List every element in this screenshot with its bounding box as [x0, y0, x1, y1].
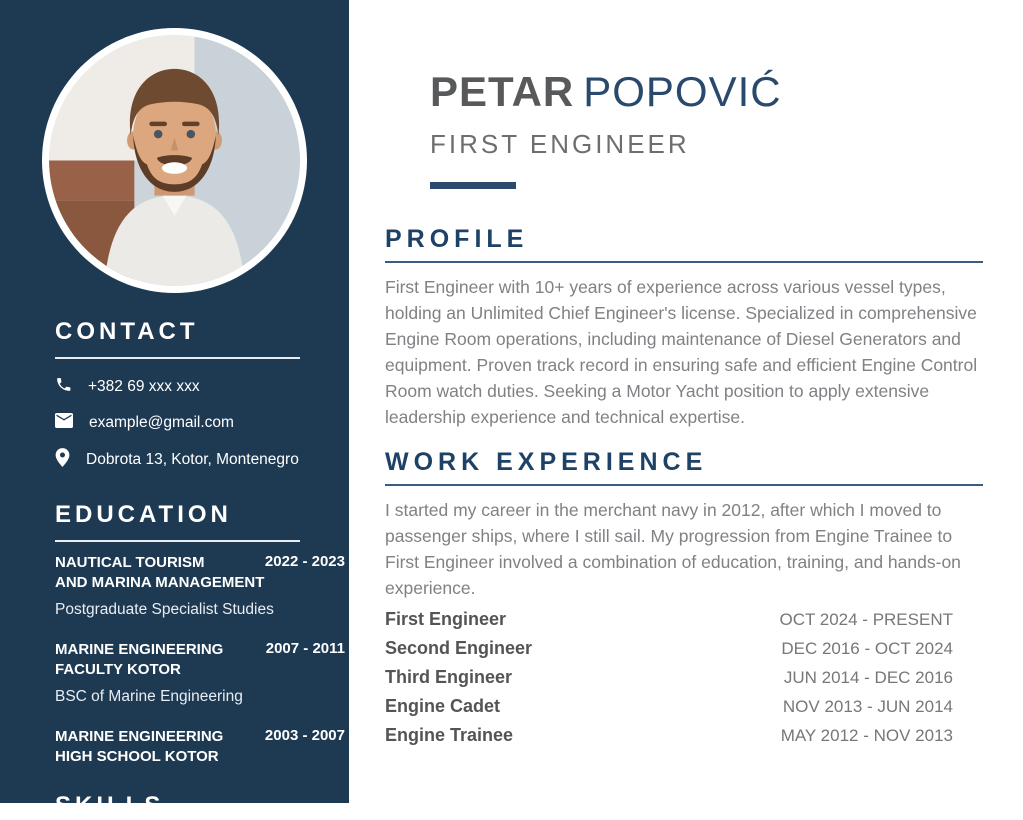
- role-dates: JUN 2014 - DEC 2016: [783, 667, 953, 687]
- role-title: Engine Trainee: [385, 725, 514, 745]
- education-item: [55, 553, 345, 619]
- education-section: [55, 501, 345, 767]
- education-item: [55, 640, 345, 706]
- skills-heading: SKILLS: [55, 792, 165, 819]
- education-title: [55, 553, 264, 593]
- education-rule: [55, 540, 300, 542]
- role-dates: DEC 2016 - OCT 2024: [781, 638, 953, 658]
- roles-list: [385, 605, 983, 750]
- education-subtitle: Postgraduate Specialist Studies: [55, 601, 274, 618]
- profile-photo: [42, 28, 307, 293]
- location-icon: [55, 448, 70, 472]
- education-years: 2022 - 2023: [264, 553, 345, 570]
- education-title-line1: MARINE ENGINEERING: [55, 728, 224, 745]
- education-item: [55, 727, 345, 767]
- contact-section: [55, 318, 345, 472]
- last-name: POPOVIĆ: [583, 68, 782, 115]
- work-experience-section: [385, 448, 983, 750]
- education-title-line2: FACULTY KOTOR: [55, 661, 181, 678]
- first-name: PETAR: [430, 68, 575, 115]
- education-item-header: [55, 727, 345, 767]
- contact-phone-text: +382 69 xxx xxx: [88, 378, 200, 395]
- education-item-header: [55, 640, 345, 680]
- education-heading: EDUCATION: [55, 501, 232, 528]
- education-title-line2: AND MARINA MANAGEMENT: [55, 574, 265, 591]
- person-name: [430, 68, 983, 116]
- email-icon: [55, 413, 73, 433]
- work-experience-heading: WORK EXPERIENCE: [385, 448, 708, 476]
- phone-icon: [55, 376, 72, 398]
- person-job-title: FIRST ENGINEER: [430, 129, 690, 159]
- education-item-header: [55, 553, 345, 593]
- work-experience-intro: I started my career in the merchant navy in 2012, after which I moved to passenger ships, where I still sail. My progression from Engine Trainee to First Engineer involved a combination of education, training, and hands-on experience.: [385, 500, 961, 598]
- contact-email-text: example@gmail.com: [89, 414, 234, 431]
- work-experience-rule: [385, 484, 983, 486]
- contact-item-email: [55, 413, 345, 433]
- title-accent-bar: [430, 182, 516, 189]
- sidebar: [0, 0, 349, 819]
- role-title: Third Engineer: [385, 667, 513, 687]
- education-subtitle: BSC of Marine Engineering: [55, 688, 243, 705]
- education-title-line1: NAUTICAL TOURISM: [55, 554, 205, 571]
- role-title: Second Engineer: [385, 638, 533, 658]
- profile-rule: [385, 261, 983, 263]
- contact-rule: [55, 357, 300, 359]
- education-title-line1: MARINE ENGINEERING: [55, 641, 224, 658]
- role-row: [385, 721, 983, 750]
- sidebar-content: [55, 318, 345, 820]
- contact-heading: CONTACT: [55, 318, 199, 345]
- role-row: [385, 605, 983, 634]
- contact-item-phone: [55, 376, 345, 398]
- role-title: Engine Cadet: [385, 696, 501, 716]
- profile-text: First Engineer with 10+ years of experience across various vessel types, holding an Unlimited Chief Engineer's license. Specialized in comprehensive Engine Room operations, including maintenance of Diesel Generators and equipment. Proven track record in ensuring safe and efficient Engine Control Room watch duties. Seeking a Motor Yacht position to apply extensive leadership experience and technical expertise.: [385, 277, 978, 427]
- skills-section: [55, 792, 345, 820]
- role-dates: MAY 2012 - NOV 2013: [780, 725, 953, 745]
- education-title: [55, 640, 223, 680]
- profile-section: [385, 225, 983, 430]
- contact-location-text: Dobrota 13, Kotor, Montenegro: [86, 451, 299, 468]
- role-row: [385, 663, 983, 692]
- contact-item-location: [55, 448, 345, 472]
- education-years: 2003 - 2007: [264, 727, 345, 744]
- main-column: [349, 0, 1023, 803]
- role-dates: NOV 2013 - JUN 2014: [782, 696, 953, 716]
- education-title-line2: HIGH SCHOOL KOTOR: [55, 748, 219, 765]
- profile-photo-illustration: [49, 35, 300, 286]
- role-row: [385, 634, 983, 663]
- education-years: 2007 - 2011: [265, 640, 345, 657]
- role-dates: OCT 2024 - PRESENT: [779, 609, 953, 629]
- education-title: [55, 727, 223, 767]
- profile-heading: PROFILE: [385, 225, 529, 253]
- contact-list: [55, 376, 345, 472]
- resume-header: [385, 0, 983, 189]
- role-row: [385, 692, 983, 721]
- role-title: First Engineer: [385, 609, 507, 629]
